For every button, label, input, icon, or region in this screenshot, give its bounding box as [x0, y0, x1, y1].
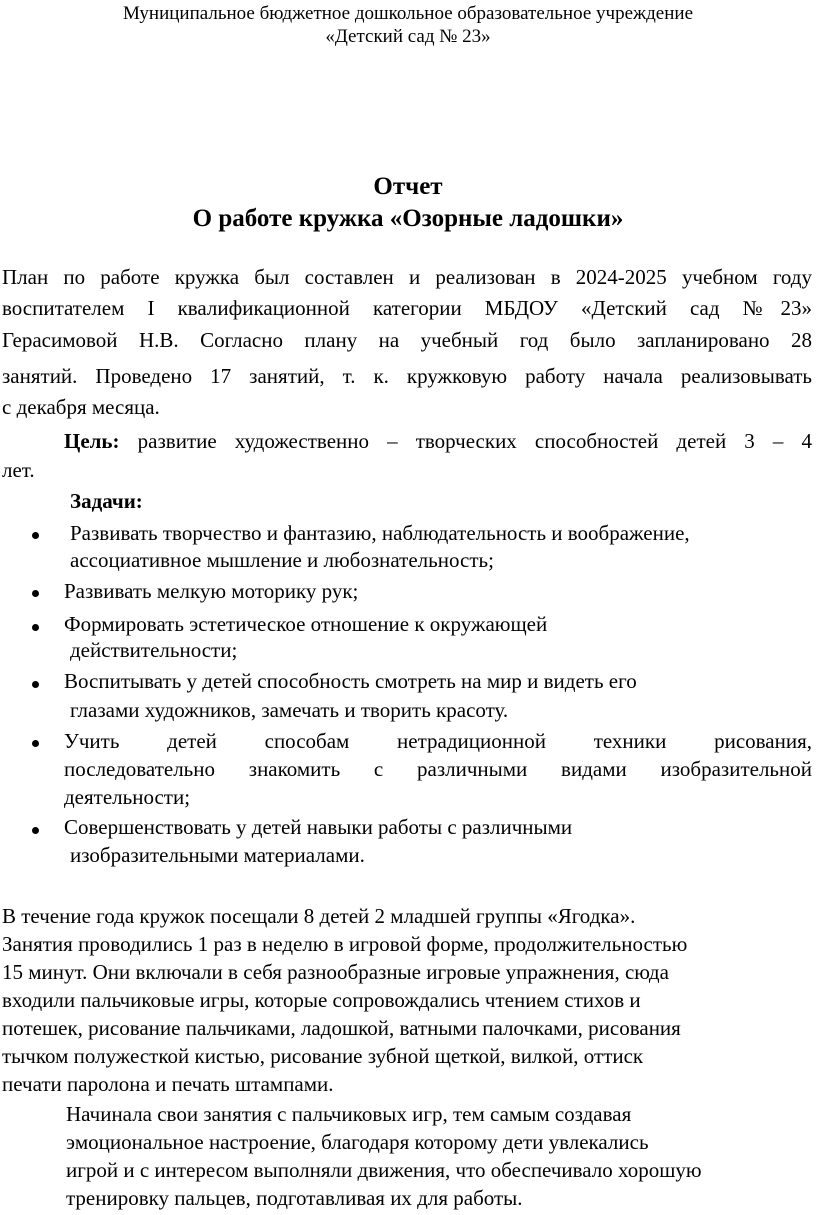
paragraph-line: тренировку пальцев, подготавливая их для работы.: [66, 1186, 523, 1210]
bullet-icon: [32, 624, 39, 631]
task-item-line: Развивать творчество и фантазию, наблюдательность и воображение,: [70, 521, 690, 545]
header-line-1: Муниципальное бюджетное дошкольное образовательное учреждение: [123, 3, 693, 24]
task-item-line: действительности;: [70, 638, 238, 662]
bullet-icon: [32, 827, 39, 834]
bullet-icon: [32, 740, 39, 747]
paragraph-line: Занятия проводились 1 раз в неделю в игровой форме, продолжительностью: [2, 932, 688, 956]
paragraph-line: тычком полужесткой кистью, рисование зубной щеткой, вилкой, оттиск: [2, 1044, 644, 1068]
task-item-line: Формировать эстетическое отношение к окружающей: [64, 612, 548, 636]
paragraph-line: печати паролона и печать штампами.: [2, 1072, 334, 1096]
bullet-icon: [32, 681, 39, 688]
paragraph-line: входили пальчиковые игры, которые сопровождались чтением стихов и: [2, 988, 641, 1012]
task-item-line: ассоциативное мышление и любознательность;: [70, 548, 494, 572]
goal-text: развитие художественно – творческих способностей детей 3 – 4: [137, 429, 813, 453]
task-item-line: изобразительными материалами.: [70, 843, 365, 867]
bullet-icon: [32, 590, 39, 597]
report-title: Отчет: [373, 173, 443, 200]
task-item-line: глазами художников, замечать и творить красоту.: [70, 698, 509, 722]
goal-label: Цель:: [64, 429, 120, 453]
intro-line: Герасимовой Н.В. Согласно плану на учебный год было запланировано 28: [2, 328, 812, 352]
paragraph-line: 15 минут. Они включали в себя разнообразные игровые упражнения, сюда: [2, 960, 669, 984]
paragraph-line: В течение года кружок посещали 8 детей 2 младшей группы «Ягодка».: [2, 904, 636, 928]
task-item-line: Учить детей способам нетрадиционной техники рисования,: [64, 729, 812, 753]
task-item-line: последовательно знакомить с различными видами изобразительной: [64, 757, 812, 781]
intro-line: занятий. Проведено 17 занятий, т. к. кружковую работу начала реализовывать: [2, 364, 812, 388]
goal-text-continued: лет.: [2, 458, 35, 482]
paragraph-line: потешек, рисование пальчиками, ладошкой, ватными палочками, рисования: [2, 1016, 681, 1040]
goal-line: [64, 426, 812, 456]
task-item-line: Воспитывать у детей способность смотреть на мир и видеть его: [64, 669, 637, 693]
intro-line: План по работе кружка был составлен и реализован в 2024-2025 учебном году: [2, 265, 812, 289]
bullet-icon: [32, 532, 39, 539]
paragraph-line: Начинала свои занятия с пальчиковых игр, тем самым создавая: [66, 1102, 632, 1126]
intro-line: воспитателем I квалификационной категории МБДОУ «Детский сад №23»: [2, 296, 812, 320]
task-item-line: Совершенствовать у детей навыки работы с различными: [64, 815, 573, 839]
task-item-line: деятельности;: [64, 785, 191, 809]
tasks-heading: Задачи:: [70, 489, 143, 513]
task-item-line: Развивать мелкую моторику рук;: [64, 579, 359, 603]
paragraph-line: эмоциональное настроение, благодаря которому дети увлекались: [66, 1130, 649, 1154]
paragraph-line: игрой и с интересом выполняли движения, что обеспечивало хорошую: [66, 1158, 702, 1182]
institution-header: [0, 2, 816, 48]
header-line-2: «Детский сад № 23»: [325, 26, 491, 47]
intro-line: с декабря месяца.: [2, 395, 160, 419]
report-subtitle: О работе кружка «Озорные ладошки»: [192, 205, 624, 232]
